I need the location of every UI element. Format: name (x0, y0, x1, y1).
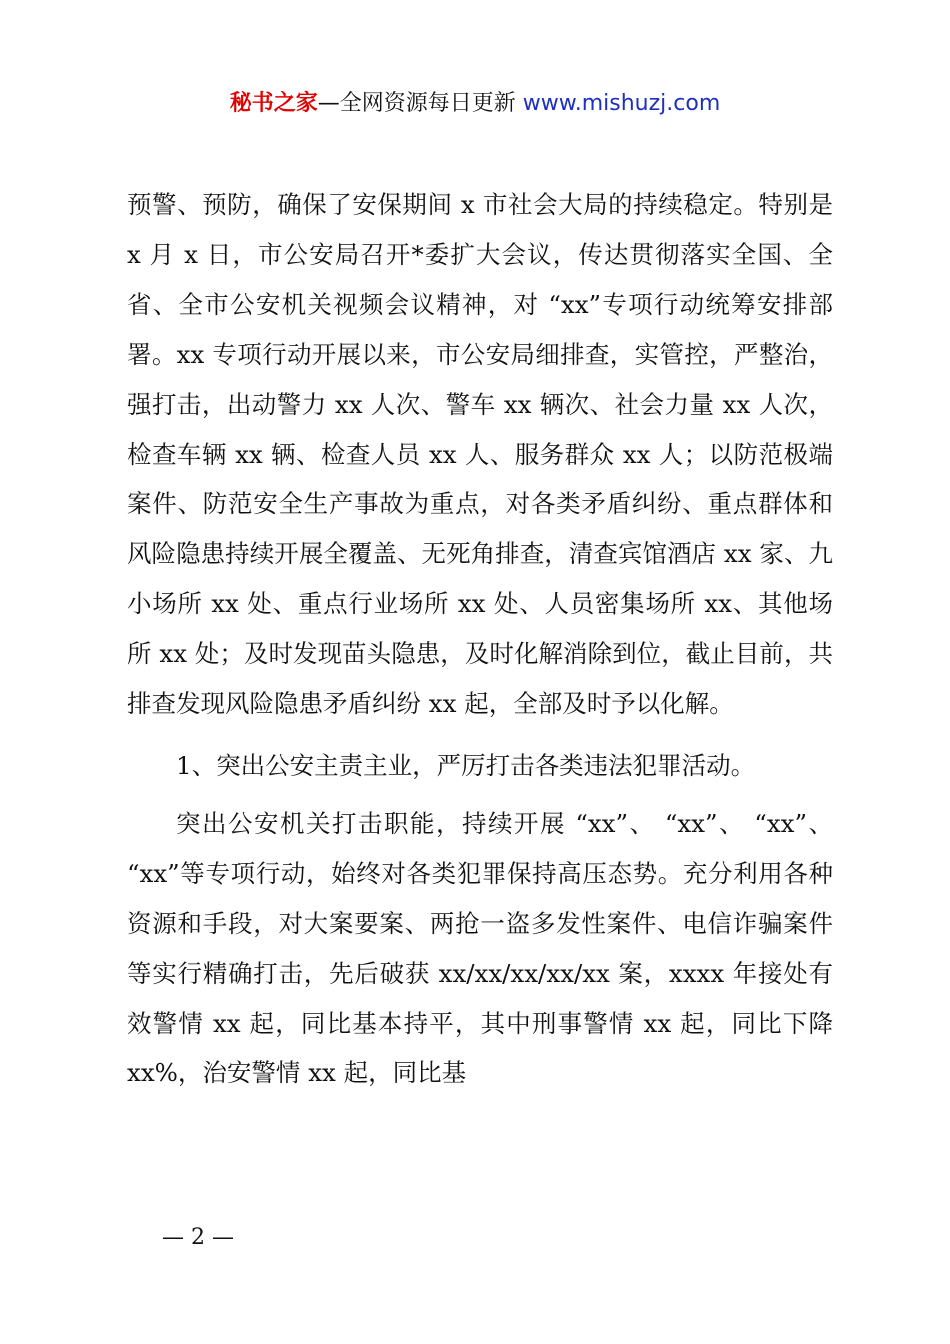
site-watermark-header (0, 86, 950, 122)
section-heading-crackdown: 1、突出公安主责主业，严厉打击各类违法犯罪活动。 (176, 750, 756, 780)
site-url-link[interactable]: www.mishuzj.com (522, 91, 721, 116)
page-number: — 2 — (162, 1225, 234, 1250)
document-body (127, 180, 833, 1098)
paragraph-security-summary: 预警、预防，确保了安保期间 x 市社会大局的持续稳定。特别是 x 月 x 日，市公安局召开*委扩大会议，传达贯彻落实全国、全省、全市公安机关视频会议精神，对 “xx”专项行动统筹安排部署。xx 专项行动开展以来，市公安局细排查，实管控，严整治，强打击，出动警力 xx 人次、警车 xx 辆次、社会力量 xx 人次，检查车辆 xx 辆、检查人员 xx 人、服务群众 xx 人；以防范极端案件、防范安全生产事故为重点，对各类矛盾纠纷、重点群体和风险隐患持续开展全覆盖、无死角排查，清查宾馆酒店 xx 家、九小场所 xx 处、重点行业场所 xx 处、人员密集场所 xx、其他场所 xx 处；及时发现苗头隐患，及时化解消除到位，截止目前，共排查发现风险隐患矛盾纠纷 xx 起，全部及时予以化解。 (127, 190, 833, 719)
brand-name: 秘书之家 (229, 91, 318, 116)
paragraph-crackdown-details: 突出公安机关打击职能，持续开展 “xx”、 “xx”、 “xx”、 “xx”等专项行动，始终对各类犯罪保持高压态势。充分利用各种资源和手段，对大案要案、两抢一盗多发性案件、电信诈骗案件等实行精确打击，先后破获 xx/xx/xx/xx/xx 案，xxxx 年接处有效警情 xx 起，同比基本持平，其中刑事警情 xx 起，同比下降 xx%，治安警情 xx 起，同比基 (127, 808, 833, 1088)
tagline: —全网资源每日更新 (317, 91, 523, 116)
